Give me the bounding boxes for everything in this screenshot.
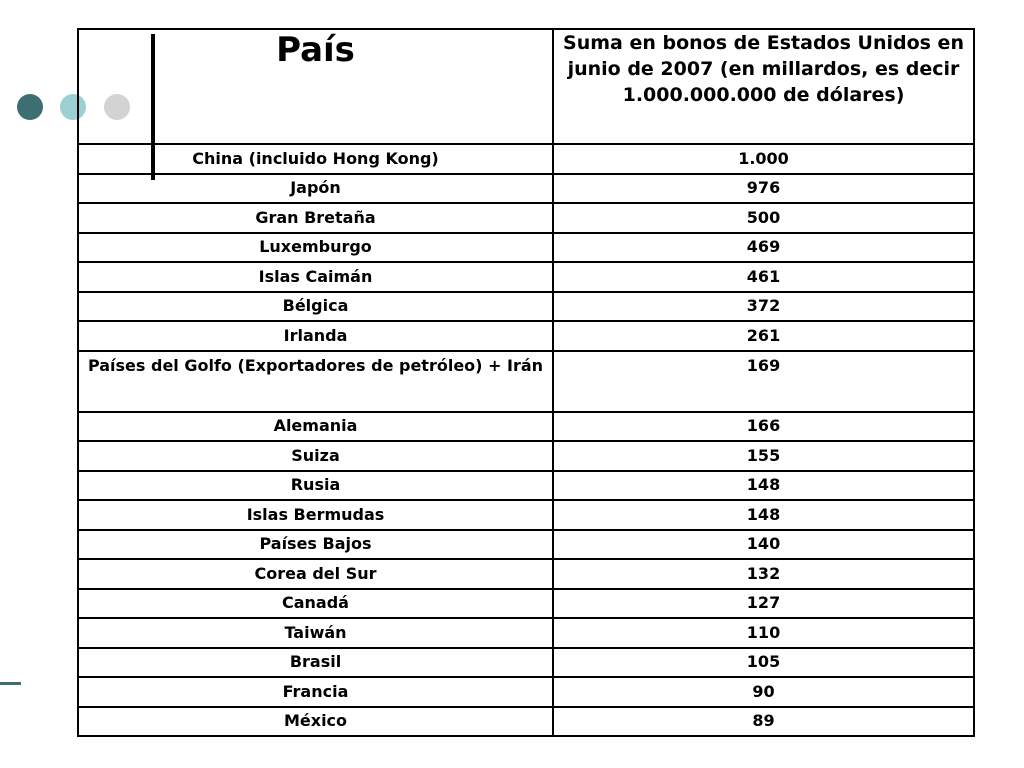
country-cell: Corea del Sur bbox=[78, 559, 553, 589]
bond-amount-cell: 90 bbox=[553, 677, 974, 707]
table-row bbox=[78, 677, 974, 707]
table-header-row bbox=[78, 29, 974, 144]
bond-amount-cell: 1.000 bbox=[553, 144, 974, 174]
bond-amount-cell: 110 bbox=[553, 618, 974, 648]
country-cell: Islas Bermudas bbox=[78, 500, 553, 530]
country-cell: Países Bajos bbox=[78, 530, 553, 560]
country-cell: Gran Bretaña bbox=[78, 203, 553, 233]
bond-amount-cell: 140 bbox=[553, 530, 974, 560]
country-cell: Francia bbox=[78, 677, 553, 707]
bond-amount-cell: 372 bbox=[553, 292, 974, 322]
decorative-accent-line bbox=[0, 682, 21, 685]
table-row bbox=[78, 351, 974, 412]
bond-amount-cell: 500 bbox=[553, 203, 974, 233]
table-row bbox=[78, 707, 974, 737]
table-row bbox=[78, 203, 974, 233]
header-country: País bbox=[78, 29, 553, 144]
header-bond-amount: Suma en bonos de Estados Unidos en junio de 2007 (en millardos, es decir 1.000.000.000 de dólares) bbox=[553, 29, 974, 144]
table-row bbox=[78, 233, 974, 263]
bond-amount-cell: 132 bbox=[553, 559, 974, 589]
country-cell: Brasil bbox=[78, 648, 553, 678]
bond-amount-cell: 89 bbox=[553, 707, 974, 737]
table-row bbox=[78, 174, 974, 204]
decorative-vertical-bar bbox=[151, 34, 155, 180]
table-row bbox=[78, 441, 974, 471]
decorative-dot-dark bbox=[17, 94, 43, 120]
table-row bbox=[78, 559, 974, 589]
country-cell: México bbox=[78, 707, 553, 737]
country-cell: Taiwán bbox=[78, 618, 553, 648]
country-cell: China (incluido Hong Kong) bbox=[78, 144, 553, 174]
bond-amount-cell: 469 bbox=[553, 233, 974, 263]
table-row bbox=[78, 262, 974, 292]
country-cell: Rusia bbox=[78, 471, 553, 501]
table-row bbox=[78, 292, 974, 322]
table-row bbox=[78, 321, 974, 351]
bond-amount-cell: 166 bbox=[553, 412, 974, 442]
country-cell: Bélgica bbox=[78, 292, 553, 322]
country-cell: Luxemburgo bbox=[78, 233, 553, 263]
country-cell: Japón bbox=[78, 174, 553, 204]
table-body bbox=[78, 144, 974, 736]
country-cell: Países del Golfo (Exportadores de petróleo) + Irán bbox=[78, 351, 553, 412]
bond-amount-cell: 127 bbox=[553, 589, 974, 619]
table-row bbox=[78, 530, 974, 560]
bond-amount-cell: 148 bbox=[553, 500, 974, 530]
table-row bbox=[78, 648, 974, 678]
country-cell: Suiza bbox=[78, 441, 553, 471]
bond-holdings-table bbox=[77, 28, 975, 737]
country-cell: Islas Caimán bbox=[78, 262, 553, 292]
table-row bbox=[78, 471, 974, 501]
table-row bbox=[78, 500, 974, 530]
country-cell: Irlanda bbox=[78, 321, 553, 351]
country-cell: Alemania bbox=[78, 412, 553, 442]
bond-amount-cell: 261 bbox=[553, 321, 974, 351]
bond-amount-cell: 169 bbox=[553, 351, 974, 412]
bond-amount-cell: 155 bbox=[553, 441, 974, 471]
table-row bbox=[78, 412, 974, 442]
table-row bbox=[78, 618, 974, 648]
country-cell: Canadá bbox=[78, 589, 553, 619]
bond-amount-cell: 461 bbox=[553, 262, 974, 292]
bond-amount-cell: 976 bbox=[553, 174, 974, 204]
bond-amount-cell: 148 bbox=[553, 471, 974, 501]
table-row bbox=[78, 144, 974, 174]
table-row bbox=[78, 589, 974, 619]
bond-amount-cell: 105 bbox=[553, 648, 974, 678]
